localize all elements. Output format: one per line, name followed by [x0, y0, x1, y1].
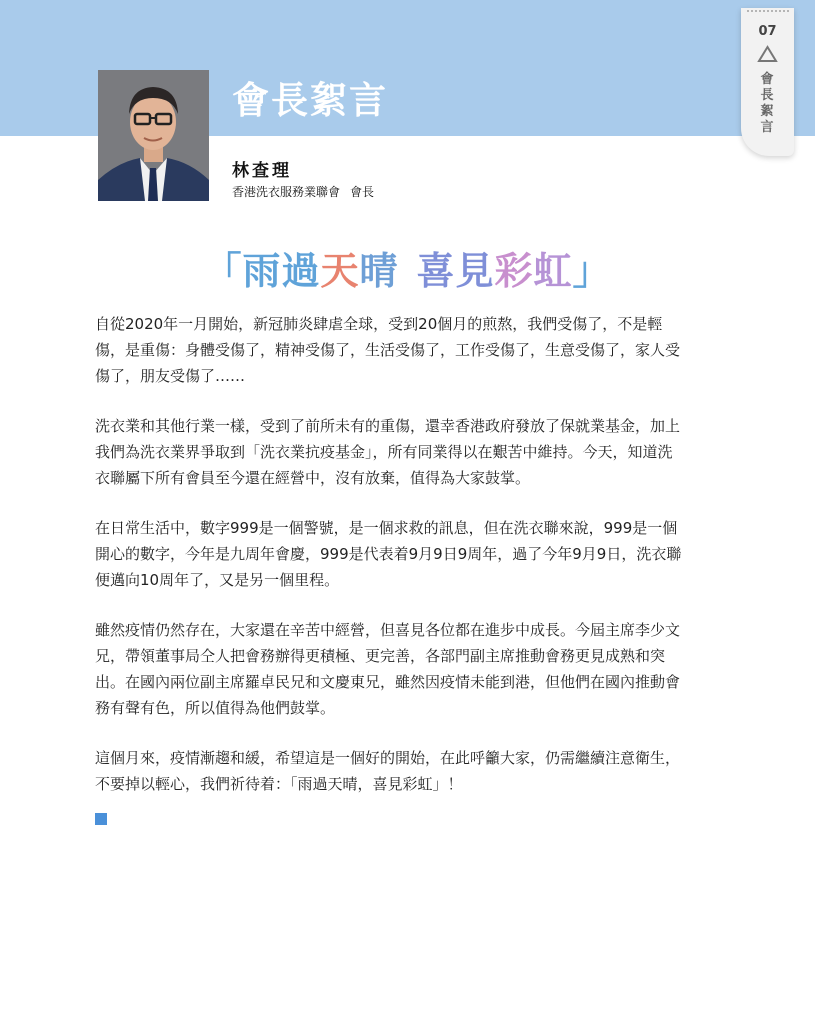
article-body — [95, 311, 685, 821]
headline-open-quote: 「 — [203, 249, 243, 293]
tab-section-label: 會長絮言 — [760, 72, 774, 135]
headline-part2: 天 — [320, 249, 360, 293]
headline — [0, 240, 815, 295]
paragraph: 自從2020年一月開始，新冠肺炎肆虐全球，受到20個月的煎熬，我們受傷了，不是輕傷，是重傷：身體受傷了，精神受傷了，生活受傷了，工作受傷了，生意受傷了，家人受傷了，朋友受傷了…… — [95, 315, 681, 385]
headline-part4: 喜見 — [416, 249, 495, 293]
author-name: 林查理 — [232, 161, 292, 181]
paragraph: 雖然疫情仍然存在，大家還在辛苦中經營，但喜見各位都在進步中成長。今屆主席李少文兄，帶領董事局仝人把會務辦得更積極、更完善，各部門副主席推動會務更見成熟和突出。在國內兩位副主席羅卓民兄和文慶東兄，雖然因疫情未能到港，但他們在國內推動會務有聲有色，所以值得為他們鼓掌。 — [95, 621, 681, 717]
paragraph: 洗衣業和其他行業一樣，受到了前所未有的重傷，還幸香港政府發放了保就業基金，加上我們為洗衣業界爭取到「洗衣業抗疫基金」，所有同業得以在艱苦中維持。今天，知道洗衣聯屬下所有會員至今還在經營中，沒有放棄，值得為大家鼓掌。 — [95, 417, 681, 487]
author-role — [232, 183, 374, 200]
page-number: 07 — [758, 24, 777, 39]
paragraph: 在日常生活中，數字999是一個警號，是一個求救的訊息，但在洗衣聯來說，999是一個開心的數字，今年是九周年會慶，999是代表着9月9日9周年，過了今年9月9日，洗衣聯便邁向10周年了，又是另一個里程。 — [95, 519, 682, 589]
paragraph: 這個月來，疫情漸趨和緩，希望這是一個好的開始，在此呼籲大家，仍需繼續注意衛生，不要掉以輕心，我們祈待着：「雨過天晴，喜見彩虹」！ — [95, 749, 681, 793]
headline-close-quote: 」 — [572, 249, 612, 293]
header-title: 會長絮言 — [232, 79, 388, 122]
author-portrait — [98, 70, 209, 201]
headline-part6: 虹 — [533, 249, 573, 293]
author-organization: 香港洗衣服務業聯會 — [232, 185, 341, 199]
headline-part1: 雨過 — [242, 249, 321, 293]
triangle-outline-icon — [757, 45, 778, 67]
page-tab — [741, 8, 794, 156]
headline-part5: 彩 — [494, 249, 534, 293]
headline-part3: 晴 — [359, 249, 399, 293]
tab-dotted-line — [747, 10, 789, 15]
author-position: 會長 — [350, 185, 375, 199]
end-of-article-square — [95, 813, 107, 825]
